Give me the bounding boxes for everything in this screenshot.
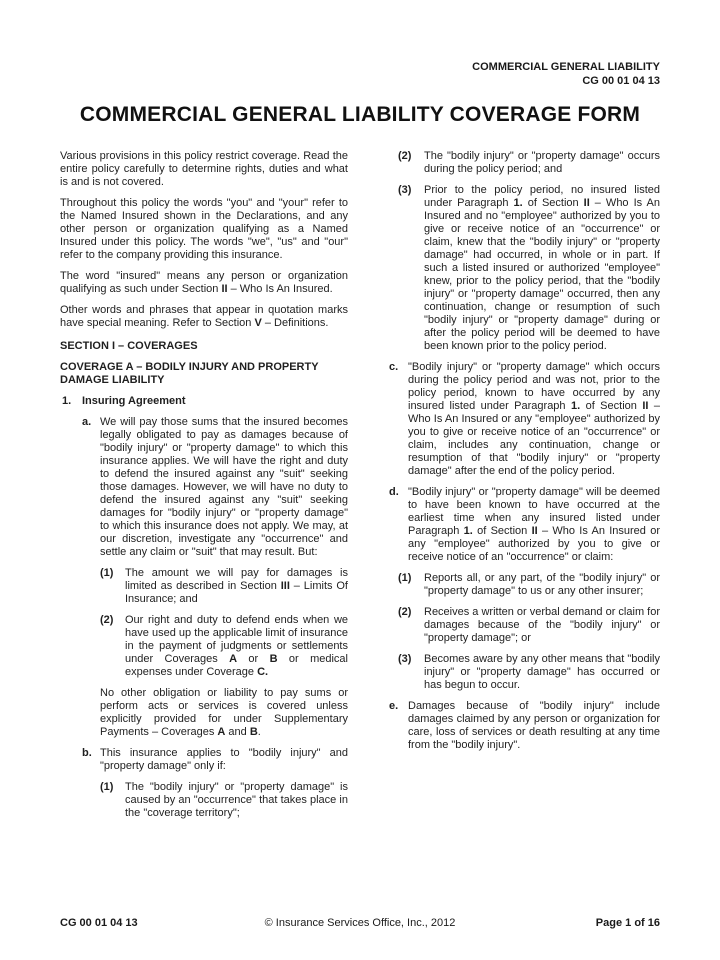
section-heading: SECTION I – COVERAGES: [60, 340, 198, 352]
coverage-heading: COVERAGE A – BODILY INJURY AND PROPERTY DAMAGE LIABILITY: [60, 361, 319, 386]
list-item: [388, 150, 660, 176]
list-item: [60, 614, 348, 679]
list-marker: c.: [389, 361, 399, 373]
list-marker: (1): [100, 781, 114, 793]
paragraph-text: We will pay those sums that the insured becomes legally obligated to pay as damages because of "bodily injury" or "property damage" to which this insurance applies. We will have the right and duty to defend the insured against any "suit" seeking those damages. However, we will have no duty to defend the insured against any "suit" seeking damages for "bodily injury" or "property damage" to which this insurance does not apply. We may, at our discretion, investigate any "occurrence" and settle any claim or "suit" that may result. But:: [100, 416, 348, 558]
list-marker: 1.: [62, 395, 72, 407]
paragraph-text: Insuring Agreement: [82, 395, 186, 407]
footer-page-number: Page 1 of 16: [595, 917, 660, 929]
list-marker: (3): [398, 184, 412, 196]
left-column: [60, 150, 348, 828]
footer-form-number: CG 00 01 04 13: [60, 917, 138, 929]
list-item: [60, 747, 348, 773]
list-marker: a.: [82, 416, 92, 428]
form-number: CG 00 01 04 13: [582, 75, 660, 87]
list-marker: (2): [100, 614, 114, 626]
paragraph-text: Our right and duty to defend ends when we have used up the applicable limit of insurance in the payment of judgments or settlements under Coverages A or B or medical expenses under Coverage C.: [125, 614, 348, 678]
list-marker: b.: [82, 747, 92, 759]
list-item: [388, 361, 660, 478]
list-item: [388, 700, 660, 752]
list-marker: (2): [398, 150, 412, 162]
paragraph-text: "Bodily injury" or "property damage" will be deemed to have been known to have occurred at the earliest time when any insured listed under Paragraph 1. of Section II – Who Is An Insured or any "employee" authorized by you to give or receive notice of an "occurrence" or claim:: [408, 486, 660, 563]
list-item: [60, 781, 348, 820]
intro-paragraph: Throughout this policy the words "you" and "your" refer to the Named Insured shown in the Declarations, and any other person or organization qualifying as a Named Insured under this policy. The words "we", "us" and "our" refer to the company providing this insurance.: [60, 197, 348, 261]
list-marker: (2): [398, 606, 412, 618]
list-item: [388, 184, 660, 353]
list-item: [388, 486, 660, 564]
paragraph-text: Reports all, or any part, of the "bodily injury" or "property damage" to us or any other insurer;: [424, 572, 660, 597]
paragraph-text: The amount we will pay for damages is limited as described in Section III – Limits Of Insurance; and: [125, 567, 348, 605]
paragraph-text: Receives a written or verbal demand or claim for damages because of the "bodily injury" or "property damage"; or: [424, 606, 660, 644]
paragraph-text: "Bodily injury" or "property damage" which occurs during the policy period and was not, prior to the policy period, known to have occurred by any insured listed under Paragraph 1. of Section II – Who Is An Insured or any "employee" authorized by you to give or receive notice of an "occurrence" or claim, includes any continuation, change or resumption of that "bodily injury" or "property damage" after the end of the policy period.: [408, 361, 660, 477]
list-marker: (1): [398, 572, 412, 584]
list-item: [60, 567, 348, 606]
list-item: [60, 395, 348, 408]
paragraph-text: This insurance applies to "bodily injury" and "property damage" only if:: [100, 747, 348, 772]
paragraph-text: The "bodily injury" or "property damage" occurs during the policy period; and: [424, 150, 660, 175]
list-marker: e.: [389, 700, 399, 712]
footer-copyright: © Insurance Services Office, Inc., 2012: [264, 917, 456, 929]
intro-paragraph: The word "insured" means any person or organization qualifying as such under Section II – Who Is An Insured.: [60, 270, 348, 295]
list-item: [388, 572, 660, 598]
list-marker: d.: [389, 486, 399, 498]
paragraph-text: Damages because of "bodily injury" include damages claimed by any person or organization for care, loss of services or death resulting at any time from the "bodily injury".: [408, 700, 660, 751]
doc-type-header: [472, 60, 660, 88]
page-title: COMMERCIAL GENERAL LIABILITY COVERAGE FORM: [79, 103, 641, 126]
right-column: [388, 150, 660, 760]
list-item: [388, 606, 660, 645]
list-marker: (3): [398, 653, 412, 665]
intro-paragraph: Other words and phrases that appear in quotation marks have special meaning. Refer to Section V – Definitions.: [60, 304, 348, 329]
paragraph-text: Becomes aware by any other means that "bodily injury" or "property damage" has occurred or has begun to occur.: [424, 653, 660, 691]
paragraph-text: Prior to the policy period, no insured listed under Paragraph 1. of Section II – Who Is An Insured and no "employee" authorized by you to give or receive notice of an "occurrence" or claim, knew that the "bodily injury" or "property damage" had occurred, in whole or in part. If such a listed insured or authorized "employee" knew, prior to the policy period, that the "bodily injury" or "property damage" occurred, then any continuation, change or resumption of such "bodily injury" or "property damage" during or after the policy period will be deemed to have been known prior to the policy period.: [424, 184, 660, 352]
list-marker: (1): [100, 567, 114, 579]
doc-type-line: COMMERCIAL GENERAL LIABILITY: [472, 61, 660, 73]
list-item: [60, 416, 348, 559]
continuation-paragraph: No other obligation or liability to pay sums or perform acts or services is covered unless explicitly provided for under Supplementary Payments – Coverages A and B.: [100, 687, 348, 738]
list-item: [388, 653, 660, 692]
paragraph-text: The "bodily injury" or "property damage" is caused by an "occurrence" that takes place in the "coverage territory";: [125, 781, 348, 819]
intro-paragraph: Various provisions in this policy restrict coverage. Read the entire policy carefully to determine rights, duties and what is and is not covered.: [60, 150, 348, 188]
